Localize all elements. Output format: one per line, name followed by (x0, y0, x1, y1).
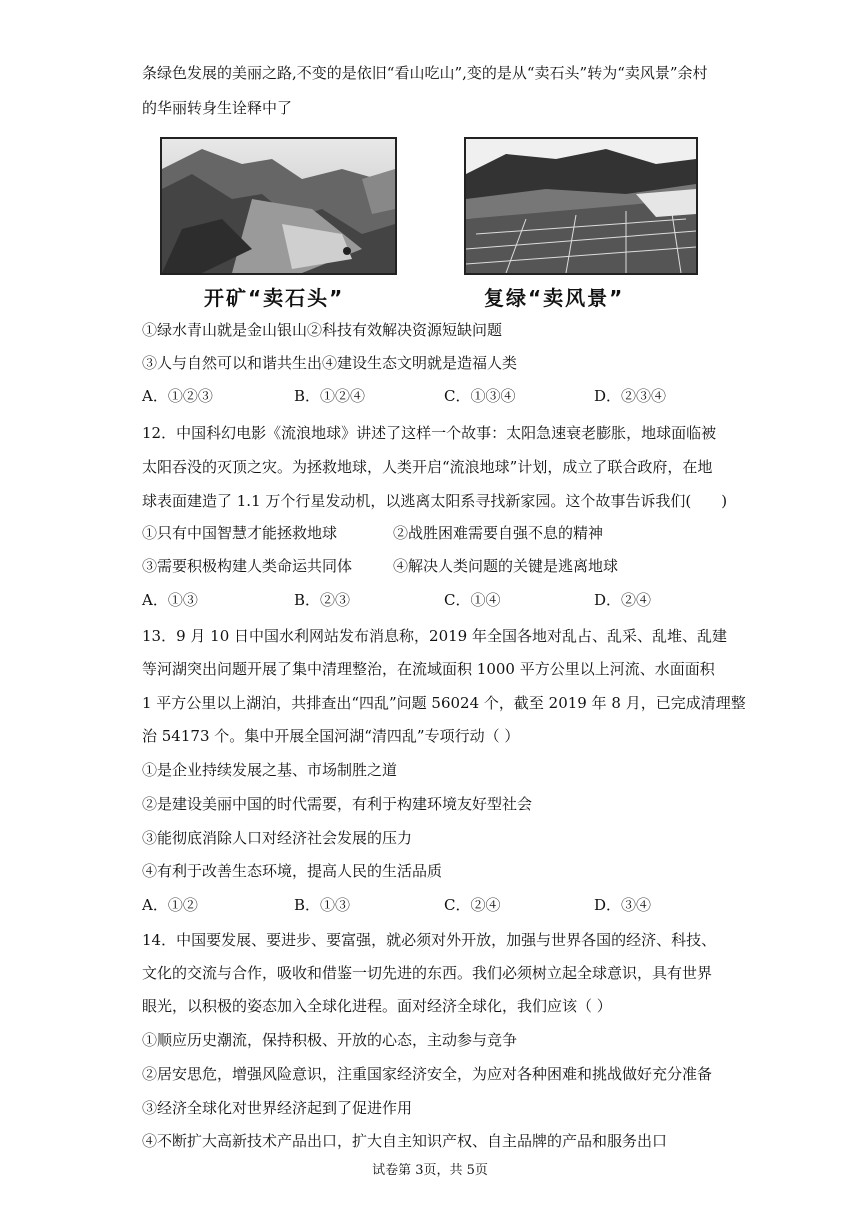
q12-stem-line-2: 太阳吞没的灭顶之灾。为拯救地球，人类开启“流浪地球”计划，成立了联合政府，在地 (142, 458, 713, 476)
q13-stem-line-1: 13．9 月 10 日中国水利网站发布消息称，2019 年全国各地对乱占、乱采、乱堆、乱建 (142, 627, 727, 645)
intro-line-2: 的华丽转身生诠释中了 (142, 99, 293, 117)
mining-caption: 开矿“卖石头” (204, 286, 345, 310)
q13-option-b[interactable]: B．①③ (294, 896, 351, 914)
q13-option-c[interactable]: C．②④ (444, 896, 501, 914)
q12-option-c[interactable]: C．①④ (444, 591, 501, 609)
q11-option-d[interactable]: D．②③④ (594, 387, 667, 405)
q12-stem-line-1: 12．中国科幻电影《流浪地球》讲述了这样一个故事：太阳急速衰老膨胀，地球面临被 (142, 424, 717, 442)
greenery-photo (464, 137, 698, 275)
q11-statement-2: ③人与自然可以和谐共生出④建设生态文明就是造福人类 (142, 354, 518, 372)
q14-stem-line-2: 文化的交流与合作，吸收和借鉴一切先进的东西。我们必须树立起全球意识，具有世界 (142, 964, 713, 982)
q11-option-c[interactable]: C．①③④ (444, 387, 516, 405)
q11-statement-1: ①绿水青山就是金山银山②科技有效解决资源短缺问题 (142, 321, 503, 339)
q12-option-d[interactable]: D．②④ (594, 591, 652, 609)
q12-option-b[interactable]: B．②③ (294, 591, 351, 609)
q14-stem-line-3: 眼光，以积极的姿态加入全球化进程。面对经济全球化，我们应该（ ） (142, 997, 612, 1015)
q13-statement-4: ④有利于改善生态环境，提高人民的生活品质 (142, 862, 443, 880)
q13-statement-2: ②是建设美丽中国的时代需要，有利于构建环境友好型社会 (142, 795, 533, 813)
q13-stem-line-3: 1 平方公里以上湖泊，共排查出“四乱”问题 56024 个，截至 2019 年 8 月，已完成清理整 (142, 694, 746, 712)
q11-option-a[interactable]: A．①②③ (142, 387, 213, 405)
q11-option-b[interactable]: B．①②④ (294, 387, 366, 405)
q12-statement-1: ①只有中国智慧才能拯救地球 (142, 524, 338, 542)
q13-stem-line-4: 治 54173 个。集中开展全国河湖“清四乱”专项行动（ ） (142, 727, 520, 745)
q14-stem-line-1: 14．中国要发展、要进步、要富强，就必须对外开放，加强与世界各国的经济、科技、 (142, 931, 717, 949)
q13-stem-line-2: 等河湖突出问题开展了集中清理整治，在流域面积 1000 平方公里以上河流、水面面积 (142, 660, 715, 678)
greenery-caption: 复绿“卖风景” (484, 286, 625, 310)
q12-statement-3: ③需要积极构建人类命运共同体 (142, 557, 353, 575)
q12-statement-2: ②战胜困难需要自强不息的精神 (393, 524, 604, 542)
q14-statement-2: ②居安思危，增强风险意识，注重国家经济安全，为应对各种困难和挑战做好充分准备 (142, 1065, 713, 1083)
q13-option-d[interactable]: D．③④ (594, 896, 652, 914)
mining-photo (160, 137, 397, 275)
q12-statement-4: ④解决人类问题的关键是逃离地球 (393, 557, 619, 575)
q12-stem-line-3: 球表面建造了 1.1 万个行星发动机，以逃离太阳系寻找新家园。这个故事告诉我们( ) (142, 492, 728, 510)
page-footer: 试卷第 3页，共 5页 (372, 1163, 488, 1178)
intro-line-1: 条绿色发展的美丽之路,不变的是依旧“看山吃山”,变的是从“卖石头”转为“卖风景”余村 (142, 64, 708, 82)
q14-statement-1: ①顺应历史潮流，保持积极、开放的心态，主动参与竞争 (142, 1031, 518, 1049)
q14-statement-4: ④不断扩大高新技术产品出口，扩大自主知识产权、自主品牌的产品和服务出口 (142, 1132, 668, 1150)
q13-statement-3: ③能彻底消除人口对经济社会发展的压力 (142, 829, 413, 847)
q14-statement-3: ③经济全球化对世界经济起到了促进作用 (142, 1099, 413, 1117)
q12-option-a[interactable]: A．①③ (142, 591, 198, 609)
q13-option-a[interactable]: A．①② (142, 896, 198, 914)
q13-statement-1: ①是企业持续发展之基、市场制胜之道 (142, 761, 398, 779)
